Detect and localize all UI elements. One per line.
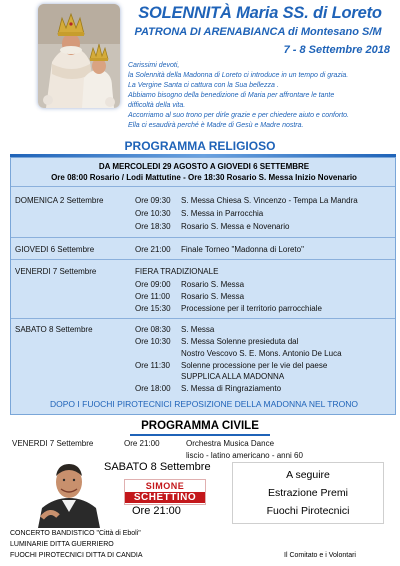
credit-line: CONCERTO BANDISTICO "Città di Eboli" (10, 530, 141, 537)
artist-logo (124, 479, 206, 505)
saturday-concert-time: Ore 21:00 (132, 505, 181, 517)
feast-dates: 7 - 8 Settembre 2018 (283, 44, 390, 56)
novena-schedule: Ore 08:00 Rosario / Lodi Mattutine - Ore 18:30 Rosario S. Messa Inizio Novenario (51, 173, 357, 182)
committee-signature: Il Comitato e i Volontari (284, 552, 356, 559)
event-desc: S. Messa Solenne presieduta dal (181, 337, 299, 346)
divider (11, 237, 395, 238)
divider (11, 318, 395, 319)
artist-last-name: SCHETTINO (125, 492, 205, 503)
event-desc: Solenne processione per le vie del paese (181, 361, 328, 370)
fair-label: FIERA TRADIZIONALE (135, 267, 219, 276)
event-time: Ore 10:30 (135, 209, 171, 218)
event-time: Ore 11:30 (135, 361, 170, 370)
civil-program-title: PROGRAMMA CIVILE (141, 420, 259, 432)
closing-event-line: A seguire (286, 469, 330, 481)
event-desc: S. Messa (181, 325, 215, 334)
saturday-concert-date: SABATO 8 Settembre (104, 461, 211, 473)
artist-first-name: SIMONE (145, 481, 185, 491)
event-desc: Nostro Vescovo S. E. Mons. Antonio De Luca (181, 349, 342, 358)
event-time: Ore 08:30 (135, 325, 171, 334)
event-time: Ore 18:00 (135, 384, 171, 393)
divider (11, 259, 395, 260)
intro-line: La Vergine Santa ci cattura con la Sua bellezza . (128, 82, 279, 89)
event-time: Ore 11:00 (135, 292, 170, 301)
civil-day-label: VENERDI 7 Settembre (12, 439, 94, 448)
intro-message (128, 61, 398, 131)
day-label: SABATO 8 Settembre (15, 325, 93, 334)
closing-event-line: Fuochi Pirotecnici (266, 505, 350, 517)
credit-line: LUMINARIE DITTA GUERRIERO (10, 541, 114, 548)
day-label: VENERDI 7 Settembre (15, 267, 97, 276)
intro-line: Abbiamo bisogno della benedizione di Maria per affrontare le tante (128, 92, 335, 99)
closing-events-box (232, 462, 384, 524)
event-time: Ore 09:30 (135, 196, 171, 205)
civil-event-detail: liscio - latino americano - anni 60 (186, 451, 303, 460)
event-desc: Rosario S. Messa (181, 292, 245, 301)
madonna-statue-photo (38, 4, 120, 108)
intro-line: difficoltà della vita. (128, 102, 186, 109)
divider (11, 186, 395, 187)
civil-event: Orchestra Musica Dance (186, 439, 275, 448)
event-desc: Rosario S. Messa e Novenario (181, 222, 290, 231)
credit-line: FUOCHI PIROTECNICI DITTA DI CANDIA (10, 552, 143, 559)
event-desc: SUPPLICA ALLA MADONNA (181, 372, 285, 381)
intro-line: la Solennità della Madonna di Loreto ci introduce in un tempo di grazia. (128, 72, 349, 79)
event-desc: S. Messa di Ringraziamento (181, 384, 282, 393)
artist-photo (36, 456, 102, 528)
civil-title-underline (130, 434, 270, 436)
civil-time: Ore 21:00 (124, 439, 160, 448)
feast-title: SOLENNITÀ Maria SS. di Loreto (138, 4, 382, 22)
day-label: DOMENICA 2 Settembre (15, 196, 104, 205)
feast-subtitle: PATRONA DI ARENABIANCA di Montesano S/M (134, 26, 382, 38)
closing-notice: DOPO I FUOCHI PIROTECNICI REPOSIZIONE DELLA MADONNA NEL TRONO (50, 399, 358, 409)
event-time: Ore 15:30 (135, 304, 171, 313)
intro-line: Ella ci esaudirà perché è Madre di Gesù e Madre nostra. (128, 122, 304, 129)
event-time: Ore 10:30 (135, 337, 171, 346)
religious-program-box (10, 157, 396, 415)
day-label: GIOVEDI 6 Settembre (15, 245, 95, 254)
religious-program-title: PROGRAMMA RELIGIOSO (124, 139, 276, 153)
event-time: Ore 21:00 (135, 245, 171, 254)
event-desc: Rosario S. Messa (181, 280, 245, 289)
closing-event-line: Estrazione Premi (268, 487, 348, 499)
intro-line: Carissimi devoti, (128, 62, 180, 69)
event-desc: S. Messa in Parrocchia (181, 209, 264, 218)
event-time: Ore 09:00 (135, 280, 171, 289)
event-time: Ore 18:30 (135, 222, 171, 231)
event-desc: Finale Torneo "Madonna di Loreto" (181, 245, 304, 254)
event-desc: S. Messa Chiesa S. Vincenzo - Tempa La Mandra (181, 196, 358, 205)
intro-line: Accorriamo al suo trono per dirle grazie e per chiedere aiuto e conforto. (128, 112, 350, 119)
event-desc: Processione per il territorio parrocchiale (181, 304, 322, 313)
novena-dates: DA MERCOLEDI 29 AGOSTO A GIOVEDI 6 SETTEMBRE (98, 162, 310, 171)
